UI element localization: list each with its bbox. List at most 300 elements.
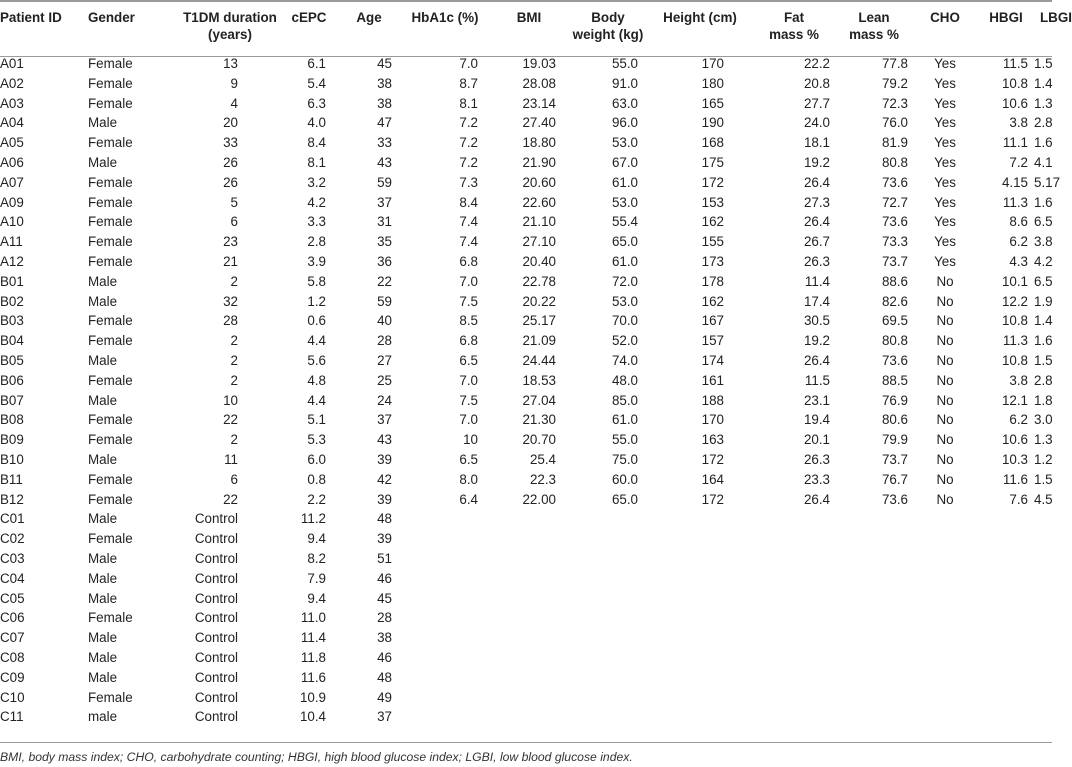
table-cell: [400, 688, 490, 708]
table-cell: 3.0: [1034, 412, 1053, 428]
table-cell: 153: [701, 194, 724, 210]
table-cell: [836, 529, 912, 549]
table-cell: [490, 529, 568, 549]
table-row: [0, 391, 1052, 411]
table-cell: Female: [88, 214, 133, 230]
table-cell: 165: [701, 95, 724, 111]
table-cell: 37: [377, 412, 392, 428]
table-row: [0, 608, 1052, 628]
table-cell: Control: [194, 610, 238, 626]
table-cell: Yes: [934, 75, 956, 91]
table-cell: 20.40: [522, 253, 556, 269]
table-cell: 2.8: [307, 234, 326, 250]
table-cell: 10: [463, 432, 478, 448]
table-cell: 167: [701, 313, 724, 329]
table-cell: 21.30: [522, 412, 556, 428]
table-row: [0, 49, 1052, 74]
table-cell: 12.2: [1001, 293, 1028, 309]
table-cell: 4.0: [307, 115, 326, 131]
table-cell: 53.0: [611, 293, 638, 309]
column-header: Gender: [88, 10, 135, 25]
table-cell: A01: [0, 56, 24, 71]
table-cell: 6.8: [459, 333, 478, 349]
table-row: [0, 430, 1052, 450]
table-cell: 26.4: [803, 491, 830, 507]
table-cell: Male: [88, 293, 118, 309]
table-cell: 1.4: [1034, 313, 1053, 329]
table-cell: 3.8: [1009, 372, 1028, 388]
table-cell: 75.0: [611, 451, 638, 467]
table-cell: 42: [377, 471, 392, 487]
table-cell: [648, 707, 752, 727]
table-cell: Yes: [934, 174, 956, 190]
table-cell: Male: [88, 451, 118, 467]
table-cell: Control: [194, 689, 238, 705]
table-cell: [648, 628, 752, 648]
table-row: [0, 272, 1052, 292]
table-cell: 10.4: [299, 709, 326, 725]
table-cell: 1.3: [1034, 432, 1053, 448]
table-cell: 45: [377, 56, 392, 71]
table-cell: 73.6: [881, 174, 908, 190]
table-cell: [490, 549, 568, 569]
table-cell: Control: [194, 531, 238, 547]
table-cell: [490, 688, 568, 708]
table-cell: 19.4: [803, 412, 830, 428]
table-cell: 73.7: [881, 451, 908, 467]
table-cell: 11.0: [300, 610, 326, 626]
table-cell: 88.5: [881, 372, 908, 388]
table-cell: 33: [223, 135, 238, 151]
table-cell: 5.4: [307, 75, 326, 91]
table-cell: 168: [701, 135, 724, 151]
table-cell: C11: [0, 709, 24, 725]
table-cell: 39: [377, 491, 392, 507]
table-cell: 10.3: [1001, 451, 1028, 467]
table-cell: 8.5: [459, 313, 478, 329]
table-cell: 28: [377, 333, 392, 349]
table-cell: Female: [88, 174, 133, 190]
table-cell: Yes: [934, 234, 956, 250]
table-cell: Male: [88, 352, 118, 368]
table-cell: 4.15: [1001, 174, 1028, 190]
table-cell: 24.0: [803, 115, 830, 131]
table-cell: 170: [701, 56, 724, 71]
table-row: [0, 331, 1052, 351]
table-row: [0, 410, 1052, 430]
table-cell: 5: [230, 194, 238, 210]
table-cell: 47: [377, 115, 392, 131]
table-cell: [490, 569, 568, 589]
table-cell: [568, 648, 648, 668]
table-cell: 28.08: [522, 75, 556, 91]
table-row: [0, 232, 1052, 252]
table-cell: 73.6: [881, 352, 908, 368]
table-cell: 4.2: [1034, 253, 1053, 269]
table-cell: 11.4: [804, 273, 830, 289]
table-row: [0, 569, 1052, 589]
table-cell: [400, 569, 490, 589]
table-cell: [400, 509, 490, 529]
table-cell: Female: [88, 372, 133, 388]
table-cell: [836, 549, 912, 569]
table-cell: 33: [377, 135, 392, 151]
table-cell: Control: [194, 550, 238, 566]
table-cell: 7.0: [459, 372, 478, 388]
table-cell: 9: [230, 75, 238, 91]
table-cell: [752, 668, 836, 688]
table-cell: [1034, 509, 1052, 529]
table-cell: Male: [88, 649, 118, 665]
table-cell: Control: [194, 649, 238, 665]
table-cell: 11.5: [804, 372, 830, 388]
table-cell: 19.03: [522, 56, 556, 71]
table-cell: [912, 668, 978, 688]
table-cell: 172: [701, 491, 724, 507]
table-cell: [1034, 688, 1052, 708]
table-cell: 5.6: [307, 352, 326, 368]
table-cell: 7.2: [1009, 154, 1028, 170]
table-cell: 3.2: [307, 174, 326, 190]
table-cell: 175: [701, 154, 724, 170]
table-cell: 11.8: [300, 649, 326, 665]
table-cell: 22: [223, 412, 238, 428]
table-cell: [836, 608, 912, 628]
table-cell: 5.8: [307, 273, 326, 289]
table-cell: 7.6: [1009, 491, 1028, 507]
table-cell: 11: [224, 451, 238, 467]
table-cell: 172: [701, 451, 724, 467]
table-cell: 82.6: [881, 293, 908, 309]
table-cell: [490, 628, 568, 648]
table-cell: [752, 608, 836, 628]
table-cell: [1034, 628, 1052, 648]
table-cell: 20.60: [522, 174, 556, 190]
table-cell: Female: [88, 610, 133, 626]
table-cell: 25.4: [529, 451, 556, 467]
table-cell: 76.0: [881, 115, 908, 131]
table-cell: 7.2: [459, 154, 478, 170]
table-cell: 46: [377, 570, 392, 586]
table-cell: Male: [88, 273, 118, 289]
table-cell: No: [936, 372, 954, 388]
table-cell: 39: [377, 451, 392, 467]
table-cell: 70.0: [611, 313, 638, 329]
table-cell: [752, 569, 836, 589]
table-cell: 52.0: [611, 333, 638, 349]
table-cell: [912, 589, 978, 609]
table-cell: 3.3: [307, 214, 326, 230]
table-cell: 3.9: [307, 253, 326, 269]
table-cell: 22.60: [522, 194, 556, 210]
table-row: [0, 193, 1052, 213]
table-cell: [912, 648, 978, 668]
table-cell: 6.1: [307, 56, 326, 71]
table-cell: 72.0: [611, 273, 638, 289]
table-cell: Yes: [934, 214, 956, 230]
table-cell: A09: [0, 194, 24, 210]
table-cell: Yes: [934, 253, 956, 269]
table-cell: Female: [88, 194, 133, 210]
table-cell: B01: [0, 273, 24, 289]
table-cell: 55.0: [611, 56, 638, 71]
table-cell: 38: [377, 95, 392, 111]
table-cell: 19.2: [803, 333, 830, 349]
table-cell: No: [936, 313, 954, 329]
table-cell: Yes: [934, 194, 956, 210]
table-cell: 31: [377, 214, 392, 230]
table-cell: 20.22: [522, 293, 556, 309]
table-cell: 26.3: [803, 253, 830, 269]
table-cell: B03: [0, 313, 24, 329]
table-cell: 0.6: [307, 313, 326, 329]
table-cell: 46: [377, 649, 392, 665]
table-cell: 26.7: [803, 234, 830, 250]
table-cell: 20.1: [803, 432, 830, 448]
table-cell: [568, 569, 648, 589]
table-cell: Male: [88, 154, 118, 170]
table-cell: [400, 529, 490, 549]
table-cell: 80.6: [881, 412, 908, 428]
table-cell: 51: [377, 550, 392, 566]
table-cell: 20: [223, 115, 238, 131]
table-cell: 37: [377, 194, 392, 210]
table-cell: No: [936, 352, 954, 368]
table-cell: 10.9: [299, 689, 326, 705]
table-cell: [648, 668, 752, 688]
table-cell: 6: [230, 471, 238, 487]
table-cell: 27: [377, 352, 392, 368]
table-cell: A02: [0, 75, 24, 91]
table-cell: [978, 529, 1034, 549]
table-cell: 188: [701, 392, 724, 408]
table-cell: 10.6: [1001, 432, 1028, 448]
table-cell: 6.5: [1034, 273, 1053, 289]
table-cell: 77.8: [881, 56, 908, 71]
table-row: [0, 628, 1052, 648]
table-cell: 80.8: [881, 154, 908, 170]
table-cell: Female: [88, 432, 133, 448]
table-cell: 25: [377, 372, 392, 388]
table-cell: 164: [701, 471, 724, 487]
table-cell: 21.09: [522, 333, 556, 349]
table-cell: Female: [88, 75, 133, 91]
table-cell: Male: [88, 115, 118, 131]
table-cell: 38: [377, 630, 392, 646]
table-cell: 2.8: [1034, 372, 1053, 388]
table-cell: [568, 707, 648, 727]
table-cell: Control: [194, 630, 238, 646]
table-cell: B10: [0, 451, 24, 467]
table-cell: 2: [230, 273, 238, 289]
column-header: Height (cm): [663, 10, 737, 25]
table-cell: [912, 529, 978, 549]
table-cell: 4: [230, 95, 238, 111]
table-cell: B09: [0, 432, 24, 448]
table-cell: 7.0: [459, 56, 478, 71]
table-cell: 74.0: [611, 352, 638, 368]
table-cell: 23.1: [803, 392, 830, 408]
table-cell: Control: [194, 590, 238, 606]
table-cell: C04: [0, 570, 25, 586]
table-cell: A07: [0, 174, 24, 190]
table-cell: 173: [701, 253, 724, 269]
table-cell: 7.5: [459, 293, 478, 309]
table-row: [0, 707, 1052, 727]
table-row: [0, 74, 1052, 94]
table-cell: 8.1: [307, 154, 326, 170]
table-cell: 13: [223, 56, 238, 71]
table-cell: 11.1: [1002, 135, 1028, 151]
column-header: T1DM duration (years): [183, 10, 277, 42]
table-cell: 8.6: [1009, 214, 1028, 230]
column-header: Age: [356, 10, 382, 25]
table-cell: 73.6: [881, 491, 908, 507]
table-cell: Female: [88, 412, 133, 428]
table-cell: C05: [0, 590, 25, 606]
table-cell: Control: [194, 570, 238, 586]
table-row: [0, 311, 1052, 331]
table-cell: 22.3: [529, 471, 556, 487]
table-cell: [912, 569, 978, 589]
table-cell: [568, 628, 648, 648]
table-body: [0, 49, 1061, 727]
table-cell: 2.8: [1034, 115, 1053, 131]
table-cell: 21.10: [522, 214, 556, 230]
table-cell: [978, 589, 1034, 609]
table-cell: A11: [0, 234, 23, 250]
table-cell: 7.4: [459, 214, 478, 230]
table-cell: 7.2: [459, 115, 478, 131]
table-cell: 18.53: [522, 372, 556, 388]
table-cell: 10.1: [1001, 273, 1028, 289]
table-cell: Female: [88, 56, 133, 71]
table-cell: [912, 608, 978, 628]
table-cell: [912, 549, 978, 569]
table-cell: Yes: [934, 115, 956, 131]
table-cell: 61.0: [611, 253, 638, 269]
table-cell: 1.4: [1034, 75, 1053, 91]
table-cell: Female: [88, 253, 133, 269]
table-cell: [648, 549, 752, 569]
table-cell: 61.0: [611, 174, 638, 190]
table-cell: 22: [377, 273, 392, 289]
table-cell: 43: [377, 154, 392, 170]
table-cell: Yes: [934, 135, 956, 151]
table-cell: 5.17: [1034, 174, 1061, 190]
table-cell: 28: [223, 313, 238, 329]
table-cell: [648, 688, 752, 708]
table-cell: 4.2: [307, 194, 326, 210]
table-row: [0, 668, 1052, 688]
table-cell: Female: [88, 531, 133, 547]
table-cell: 6.5: [459, 352, 478, 368]
table-cell: 60.0: [611, 471, 638, 487]
table-cell: Yes: [934, 154, 956, 170]
table-cell: 59: [377, 174, 392, 190]
table-row: [0, 470, 1052, 490]
table-cell: Female: [88, 471, 133, 487]
table-cell: B02: [0, 293, 24, 309]
table-cell: [568, 608, 648, 628]
table-cell: 162: [701, 293, 724, 309]
table-row: [0, 549, 1052, 569]
table-cell: 8.7: [459, 75, 478, 91]
table-cell: C08: [0, 649, 25, 665]
table-cell: 8.1: [459, 95, 478, 111]
table-cell: 11.3: [1002, 194, 1028, 210]
table-cell: [648, 589, 752, 609]
table-cell: 1.8: [1034, 392, 1053, 408]
table-cell: [400, 608, 490, 628]
table-cell: [978, 608, 1034, 628]
table-cell: 88.6: [881, 273, 908, 289]
table-cell: 7.4: [459, 234, 478, 250]
table-cell: 1.2: [307, 293, 326, 309]
table-cell: 11.2: [300, 511, 326, 527]
table-cell: 4.5: [1034, 491, 1053, 507]
table-cell: Male: [88, 570, 118, 586]
table-cell: [400, 707, 490, 727]
table-cell: 2: [230, 333, 238, 349]
table-cell: 53.0: [611, 194, 638, 210]
table-cell: 163: [701, 432, 724, 448]
table-cell: Female: [88, 234, 133, 250]
table-cell: C01: [0, 511, 25, 527]
table-cell: 48: [377, 669, 392, 685]
table-cell: 48.0: [611, 372, 638, 388]
table-cell: Control: [194, 511, 238, 527]
table-cell: 23.3: [803, 471, 830, 487]
table-cell: B04: [0, 333, 24, 349]
table-cell: 63.0: [611, 95, 638, 111]
table-cell: [836, 668, 912, 688]
table-cell: 2.2: [307, 491, 326, 507]
table-cell: Female: [88, 135, 133, 151]
table-cell: 59: [377, 293, 392, 309]
table-cell: No: [936, 293, 954, 309]
table-cell: 10.8: [1001, 352, 1028, 368]
table-cell: Female: [88, 333, 133, 349]
table-cell: [1034, 529, 1052, 549]
table-cell: 1.3: [1034, 95, 1053, 111]
table-cell: B07: [0, 392, 24, 408]
table-cell: 49: [377, 689, 392, 705]
table-cell: No: [936, 333, 954, 349]
table-cell: 65.0: [611, 234, 638, 250]
table-cell: [400, 648, 490, 668]
table-cell: [978, 628, 1034, 648]
table-cell: [648, 509, 752, 529]
table-cell: 27.04: [522, 392, 556, 408]
table-cell: A03: [0, 95, 24, 111]
table-cell: 96.0: [611, 115, 638, 131]
table-cell: C06: [0, 610, 25, 626]
table-cell: 11.4: [300, 630, 326, 646]
table-cell: 155: [701, 234, 724, 250]
table-cell: 3.8: [1034, 234, 1053, 250]
table-cell: 24: [377, 392, 392, 408]
table-cell: 4.3: [1009, 253, 1028, 269]
table-cell: [978, 509, 1034, 529]
table-cell: 6.5: [1034, 214, 1053, 230]
table-cell: [752, 589, 836, 609]
table-row: [0, 648, 1052, 668]
table-cell: 11.6: [300, 669, 326, 685]
table-cell: A06: [0, 154, 24, 170]
table-cell: 32: [223, 293, 238, 309]
table-cell: [836, 509, 912, 529]
